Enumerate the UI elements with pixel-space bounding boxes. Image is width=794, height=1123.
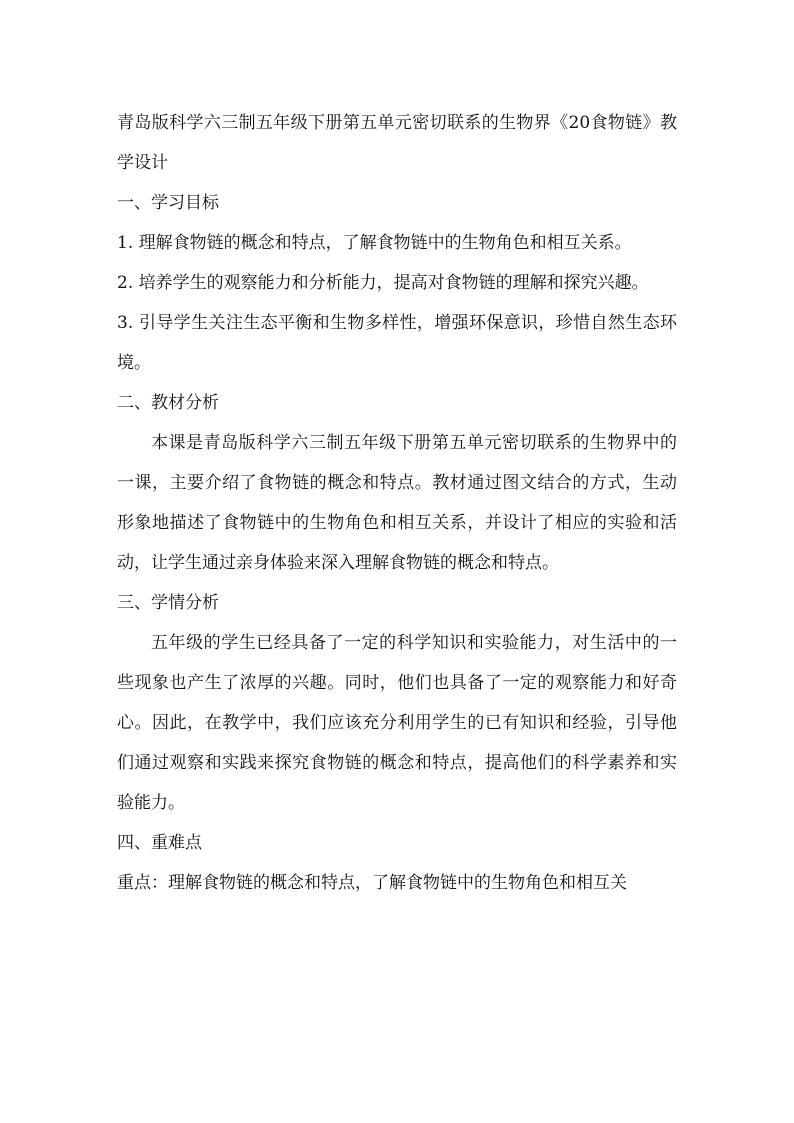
- section-heading-key-points: 四、重难点: [117, 833, 202, 853]
- document-body: [117, 103, 677, 903]
- objective-item-3: 3. 引导学生关注生态平衡和生物多样性，增强环保意识，珍惜自然生态环境。: [117, 313, 677, 373]
- objective-item-2: 2. 培养学生的观察能力和分析能力，提高对食物链的理解和探究兴趣。: [117, 273, 649, 293]
- textbook-analysis-paragraph: 本课是青岛版科学六三制五年级下册第五单元密切联系的生物界中的一课，主要介绍了食物链的概念和特点。教材通过图文结合的方式，生动形象地描述了食物链中的生物角色和相互关系，并设计了相应的实验和活动，让学生通过亲身体验来深入理解食物链的概念和特点。: [117, 433, 677, 573]
- section-heading-student-analysis: 三、学情分析: [117, 593, 219, 613]
- objective-item-1: 1. 理解食物链的概念和特点，了解食物链中的生物角色和相互关系。: [117, 233, 632, 253]
- student-analysis-paragraph: 五年级的学生已经具备了一定的科学知识和实验能力，对生活中的一些现象也产生了浓厚的兴趣。同时，他们也具备了一定的观察能力和好奇心。因此，在教学中，我们应该充分利用学生的已有知识和经验，引导他们通过观察和实践来探究食物链的概念和特点，提高他们的科学素养和实验能力。: [117, 633, 677, 813]
- key-point-text: 重点：理解食物链的概念和特点，了解食物链中的生物角色和相互关: [117, 873, 627, 893]
- section-heading-objectives: 一、学习目标: [117, 193, 219, 213]
- section-heading-textbook-analysis: 二、教材分析: [117, 393, 219, 413]
- document-title: 青岛版科学六三制五年级下册第五单元密切联系的生物界《20食物链》教学设计: [117, 113, 677, 173]
